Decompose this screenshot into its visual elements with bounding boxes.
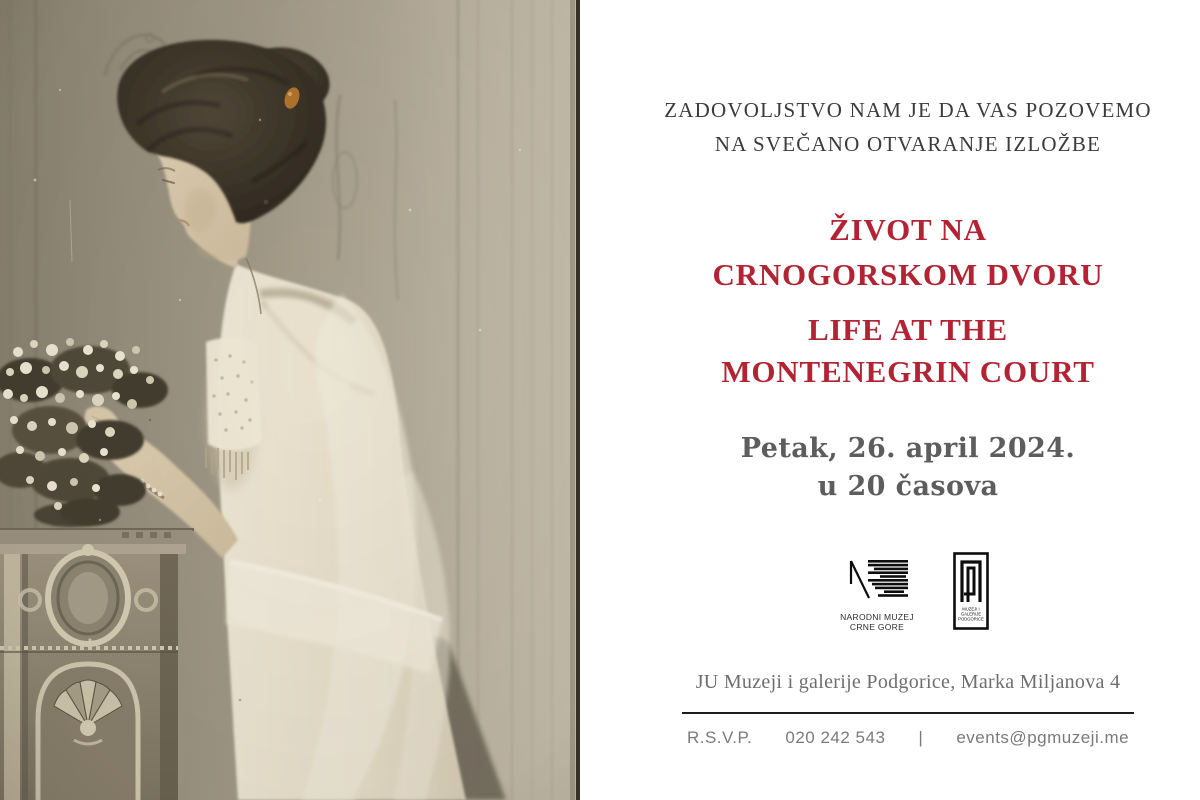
venue-address: JU Muzeji i galerije Podgorice, Marka Miljanova 4 [695,671,1121,693]
divider-line [682,712,1134,714]
event-date: Petak, 26. april 2024. [740,433,1076,464]
rsvp-separator: | [918,728,924,747]
invitation-text-pane [580,0,1200,800]
muzeji-galerije-podgorice-logo [953,552,989,630]
rsvp-row [616,728,1200,748]
event-time: u 20 časova [817,471,999,502]
vintage-photo-woman-profile [0,0,580,800]
pg-logo-label-line-1: MUZEJI I [962,606,980,612]
narodni-muzej-label-line-2: CRNE GORE [849,622,905,632]
title-en-line-2: MONTENEGRIN COURT [721,354,1095,389]
narodni-muzej-logo-mark [844,558,910,602]
organizer-logos [616,552,1200,632]
pg-logo-label-line-3: PODGORICE [958,616,984,622]
event-datetime [616,430,1200,506]
title-en-line-1: LIFE AT THE [807,312,1009,347]
pg-logo-label-line-2: GALERIJE [960,611,982,617]
exhibition-title-english [616,309,1200,393]
title-me-line-2: CRNOGORSKOM DVORU [712,257,1104,292]
narodni-muzej-logo [827,552,927,632]
intro-line-2: NA SVEČANO OTVARANJE IZLOŽBE [714,132,1102,156]
rsvp-label: R.S.V.P. [686,728,753,747]
title-me-line-1: ŽIVOT NA [829,212,987,247]
intro-text [616,93,1200,161]
rsvp-phone: 020 242 543 [785,728,886,747]
vintage-photo-pane [0,0,580,800]
divider-wrap [616,712,1200,714]
exhibition-title-montenegrin [616,207,1200,297]
rsvp-email: events@pgmuzeji.me [956,728,1130,747]
narodni-muzej-label-line-1: NARODNI MUZEJ [840,612,914,622]
intro-line-1: ZADOVOLJSTVO NAM JE DA VAS POZOVEMO [664,98,1152,122]
